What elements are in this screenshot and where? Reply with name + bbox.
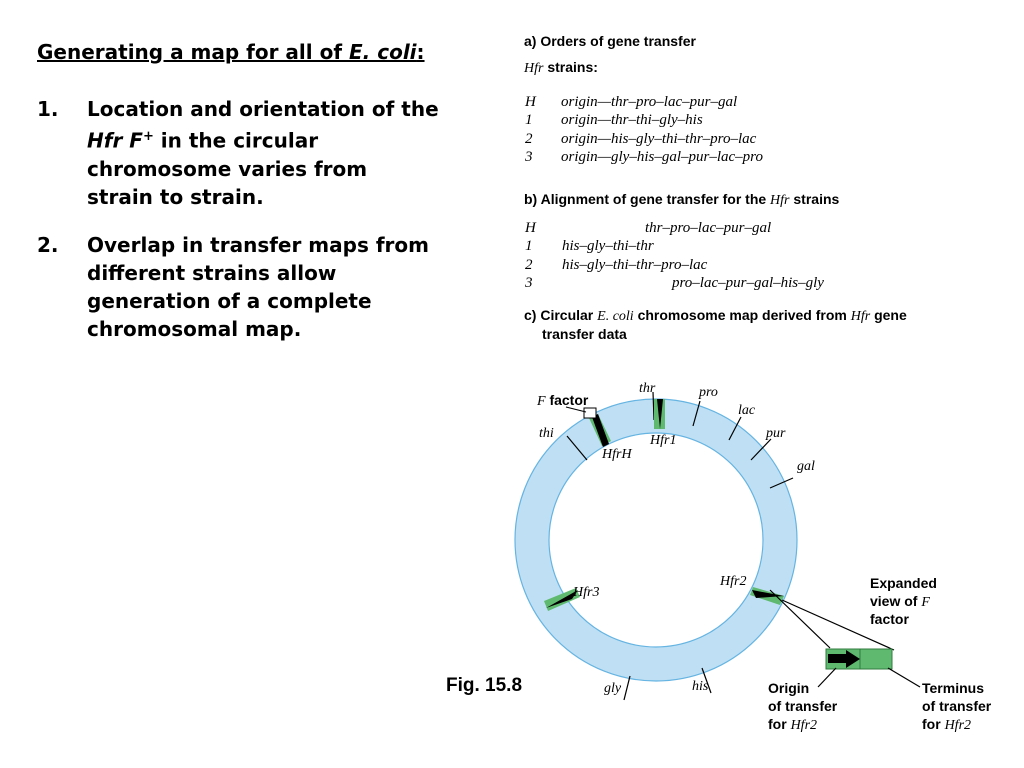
alignment-seq-1: his–gly–thi–thr (562, 238, 654, 254)
hfr1-label: Hfr1 (650, 433, 677, 448)
gene-label-thi: thi (539, 426, 554, 441)
gene-label-pro: pro (699, 385, 718, 400)
ring-inner-edge (549, 433, 763, 647)
gly-tick (624, 676, 630, 700)
terminus-label-1: Terminus (922, 680, 984, 696)
panel-b-title: b) Alignment of gene transfer for the Hfr strains (524, 191, 840, 208)
gene-label-gal: gal (797, 459, 815, 474)
panel-c-title: c) Circular E. coli chromosome map derived from Hfr gene (524, 307, 907, 324)
figure-caption: Fig. 15.8 (446, 675, 523, 696)
f-factor-label: F factor (537, 392, 589, 409)
expanded-label-3: factor (870, 611, 909, 627)
alignment-seq-3: pro–lac–pur–gal–his–gly (672, 275, 824, 291)
panel-a-title: a) Orders of gene transfer (524, 33, 696, 49)
alignment-seq-h: thr–pro–lac–pur–gal (645, 220, 772, 236)
gene-label-gly: gly (604, 681, 622, 696)
origin-label-2: of transfer (768, 698, 838, 714)
origin-leader (818, 668, 836, 687)
gene-label-pur: pur (766, 426, 786, 441)
hfrh-label: HfrH (602, 447, 632, 462)
f-factor-box (584, 408, 596, 418)
origin-arrow-shaft (828, 654, 848, 663)
expanded-label-1: Expanded (870, 575, 937, 591)
terminus-leader (888, 668, 920, 687)
hfr2-label: Hfr2 (720, 574, 747, 589)
gene-label-lac: lac (738, 403, 756, 418)
origin-label-3: for Hfr2 (768, 716, 818, 733)
gene-label-thr: thr (639, 381, 656, 396)
alignment-seq-2: his–gly–thi–thr–pro–lac (562, 257, 708, 273)
hfr3-label: Hfr3 (573, 585, 600, 600)
expanded-label-2: view of F (870, 593, 930, 610)
panel-c-title-line2: transfer data (542, 326, 627, 342)
origin-label-1: Origin (768, 680, 810, 696)
strains-label: Hfr strains: (524, 59, 598, 76)
terminus-label-3: for Hfr2 (922, 716, 972, 733)
chromosome-ring (532, 416, 780, 664)
gene-label-his: his (692, 679, 709, 694)
terminus-label-2: of transfer (922, 698, 992, 714)
expand-line-top (770, 590, 830, 648)
page-heading: Generating a map for all of E. coli: (37, 40, 425, 64)
